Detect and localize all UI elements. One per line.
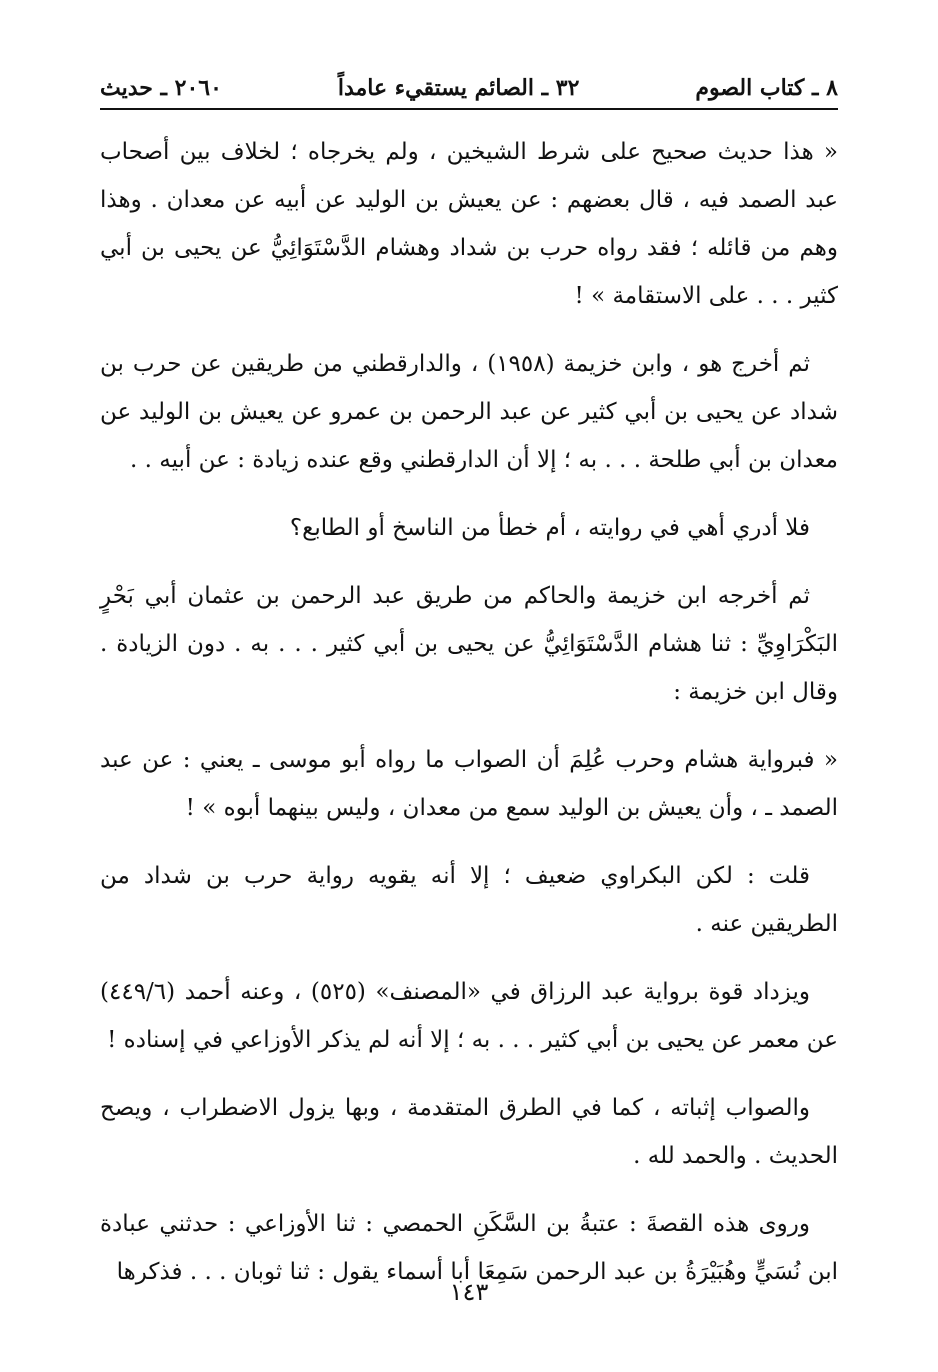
running-header: [100, 70, 838, 106]
page-number: ١٤٣: [449, 1278, 489, 1306]
paragraph-hakim-quote: « هذا حديث صحيح على شرط الشيخين ، ولم يخرجاه ؛ لخلاف بين أصحاب عبد الصمد فيه ، قال بعضهم : عن يعيش بن الوليد عن أبيه عن معدان . وهذا وهم من قائله ؛ فقد رواه حرب بن شداد وهشام الدَّسْتَوَائِيُّ عن يحيى بن أبي كثير . . . على الاستقامة » !: [100, 139, 838, 309]
paragraph-abd-al-razzaq: ويزداد قوة برواية عبد الرزاق في «المصنف» (٥٢٥) ، وعنه أحمد (٤٤٩/٦) عن معمر عن يحيى بن أبي كثير . . . به ؛ إلا أنه لم يذكر الأوزاعي في إسناده !: [100, 979, 838, 1053]
paragraph-remark: فلا أدري أهي في روايته ، أم خطأ من الناسخ أو الطابع؟: [289, 515, 810, 541]
paragraph-grading: قلت : لكن البكراوي ضعيف ؛ إلا أنه يقويه رواية حرب بن شداد من الطريقين عنه .: [100, 863, 838, 937]
paragraph-ibn-khuzaymah-quote: « فبرواية هشام وحرب عُلِمَ أن الصواب ما رواه أبو موسى ـ يعني : عن عبد الصمد ـ ، وأن يعيش بن الوليد سمع من معدان ، وليس بينهما أبوه » !: [100, 747, 838, 821]
paragraph-another-route: وروى هذه القصةَ : عتبةُ بن السَّكَنِ الحمصي : ثنا الأوزاعي : حدثني عبادة ابن نُسَيٍّ وهُبَيْرَةُ بن عبد الرحمن سَمِعَا أبا أسماء يقول : ثنا ثوبان . . . فذكرها: [100, 1211, 838, 1285]
header-section: ٣٢ ـ الصائم يستقيء عامداً: [337, 75, 580, 101]
paragraph-takhrij-1: ثم أخرج هو ، وابن خزيمة (١٩٥٨) ، والدارقطني من طريقين عن حرب بن شداد عن يحيى بن أبي كثير عن عبد الرحمن بن عمرو عن يعيش بن الوليد عن معدان بن أبي طلحة . . . به ؛ إلا أن الدارقطني وقع عنده زيادة : عن أبيه . .: [100, 351, 838, 473]
body-text: [100, 128, 838, 1316]
header-chapter: ٨ ـ كتاب الصوم: [695, 75, 838, 101]
header-hadith-number: ٢٠٦٠ ـ حديث: [100, 75, 222, 101]
header-divider: [100, 108, 838, 110]
paragraph-conclusion: والصواب إثباته ، كما في الطرق المتقدمة ، وبها يزول الاضطراب ، ويصح الحديث . والحمد لله .: [100, 1095, 838, 1169]
paragraph-takhrij-2: ثم أخرجه ابن خزيمة والحاكم من طريق عبد الرحمن بن عثمان أبي بَحْرٍ البَكْرَاوِيِّ : ثنا هشام الدَّسْتَوَائِيُّ عن يحيى بن أبي كثير . . . به . دون الزيادة . وقال ابن خزيمة :: [100, 583, 838, 705]
